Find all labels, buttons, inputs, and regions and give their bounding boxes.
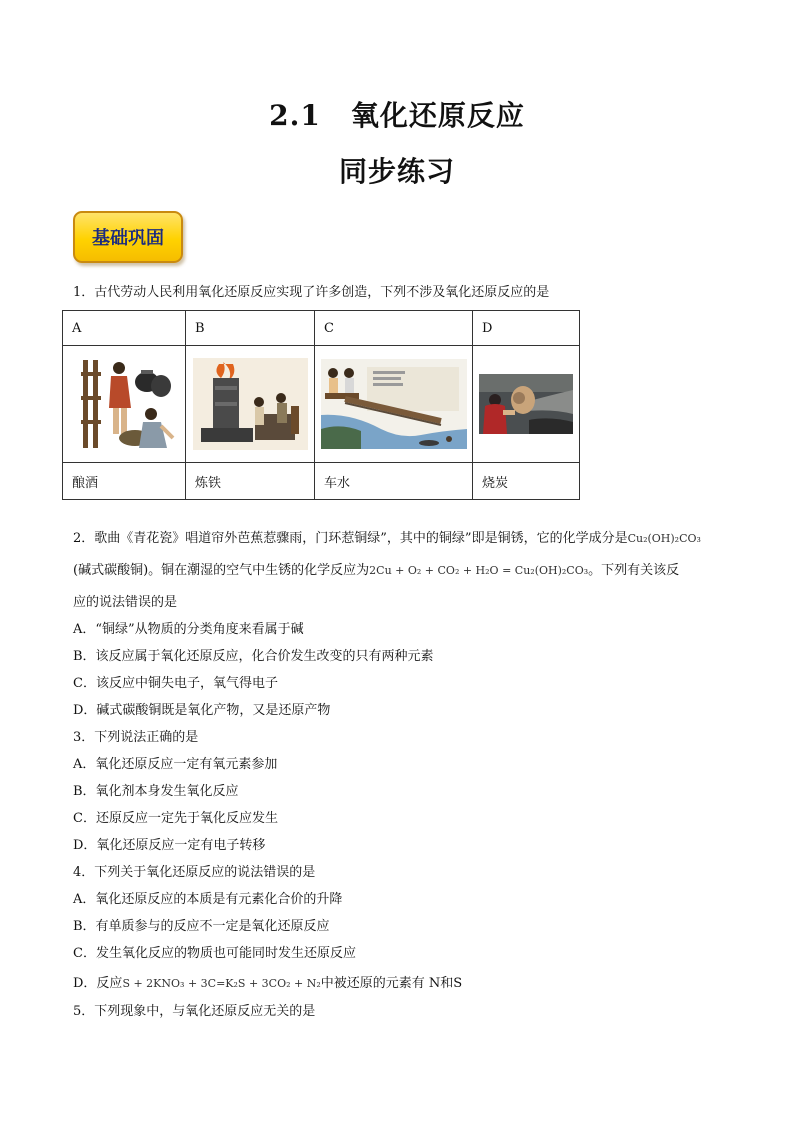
section-number: 2.1 bbox=[269, 99, 321, 132]
q1-label-a: 酿酒 bbox=[63, 463, 186, 500]
q2-option-a: A．“铜绿”从物质的分类角度来看属于碱 bbox=[73, 622, 304, 637]
q1-label-b: 炼铁 bbox=[186, 463, 315, 500]
q4-option-d bbox=[73, 975, 462, 993]
q4-stem: 4．下列关于氧化还原反应的说法错误的是 bbox=[73, 865, 316, 880]
q2-stem-text-3: 。下列有关该反 bbox=[588, 563, 680, 578]
q1-header-a: A bbox=[63, 311, 186, 346]
q1-header-b: B bbox=[186, 311, 315, 346]
q1-label-d: 烧炭 bbox=[473, 463, 580, 500]
q2-stem-text-2: (碱式碳酸铜)。铜在潮湿的空气中生锈的化学反应为 bbox=[73, 563, 370, 578]
q1-stem: 1．古代劳动人民利用氧化还原反应实现了许多创造，下列不涉及氧化还原反应的是 bbox=[73, 285, 550, 300]
q4-option-d-prefix: D．反应 bbox=[73, 976, 123, 991]
q1-header-d: D bbox=[473, 311, 580, 346]
q1-image-cell-b bbox=[186, 346, 315, 463]
water-wheel-illustration bbox=[321, 359, 467, 449]
page-subtitle: 同步练习 bbox=[338, 155, 455, 188]
iron-smelting-illustration bbox=[193, 358, 308, 450]
q4-option-b: B．有单质参与的反应不一定是氧化还原反应 bbox=[73, 919, 330, 934]
page-title bbox=[0, 94, 794, 134]
q3-option-a: A．氧化还原反应一定有氧元素参加 bbox=[73, 757, 278, 772]
q3-option-c: C．还原反应一定先于氧化反应发生 bbox=[73, 811, 278, 826]
q3-option-d: D．氧化还原反应一定有电子转移 bbox=[73, 838, 266, 853]
q4-option-d-suffix: 中被还原的元素有 N和S bbox=[320, 976, 463, 991]
charcoal-burning-illustration bbox=[479, 374, 573, 434]
q4-gunpowder-equation: S + 2KNO₃ + 3C=K₂S + 3CO₂ + N₂ bbox=[122, 977, 321, 990]
wine-brewing-illustration bbox=[69, 352, 179, 457]
q2-option-b: B．该反应属于氧化还原反应，化合价发生改变的只有两种元素 bbox=[73, 649, 434, 664]
q1-image-cell-d bbox=[473, 346, 580, 463]
q2-option-c: C．该反应中铜失电子，氧气得电子 bbox=[73, 676, 278, 691]
q1-image-cell-c bbox=[315, 346, 473, 463]
q4-option-a: A．氧化还原反应的本质是有元素化合价的升降 bbox=[73, 892, 343, 907]
q2-line-1 bbox=[73, 530, 701, 548]
q1-image-cell-a bbox=[63, 346, 186, 463]
q1-header-c: C bbox=[315, 311, 473, 346]
section-badge: 基础巩固 bbox=[73, 211, 183, 263]
q4-option-c: C．发生氧化反应的物质也可能同时发生还原反应 bbox=[73, 946, 356, 961]
q5-stem: 5．下列现象中，与氧化还原反应无关的是 bbox=[73, 1004, 316, 1019]
title-main: 氧化还原反应 bbox=[350, 99, 525, 132]
q2-line-2 bbox=[73, 562, 679, 580]
q2-option-d: D．碱式碳酸铜既是氧化产物，又是还原产物 bbox=[73, 703, 331, 718]
q1-label-c: 车水 bbox=[315, 463, 473, 500]
q3-stem: 3．下列说法正确的是 bbox=[73, 730, 199, 745]
q2-reaction-equation: 2Cu + O₂ + CO₂ + H₂O = Cu₂(OH)₂CO₃ bbox=[369, 564, 589, 577]
q2-copper-green-formula: Cu₂(OH)₂CO₃ bbox=[627, 532, 701, 545]
q1-options-table bbox=[62, 310, 580, 500]
q3-option-b: B．氧化剂本身发生氧化反应 bbox=[73, 784, 239, 799]
q2-stem-text: 2．歌曲《青花瓷》唱道帘外芭蕉惹骤雨，门环惹铜绿”，其中的铜绿”即是铜锈，它的化学成分是 bbox=[73, 531, 628, 546]
q2-line-3: 应的说法错误的是 bbox=[73, 595, 178, 610]
